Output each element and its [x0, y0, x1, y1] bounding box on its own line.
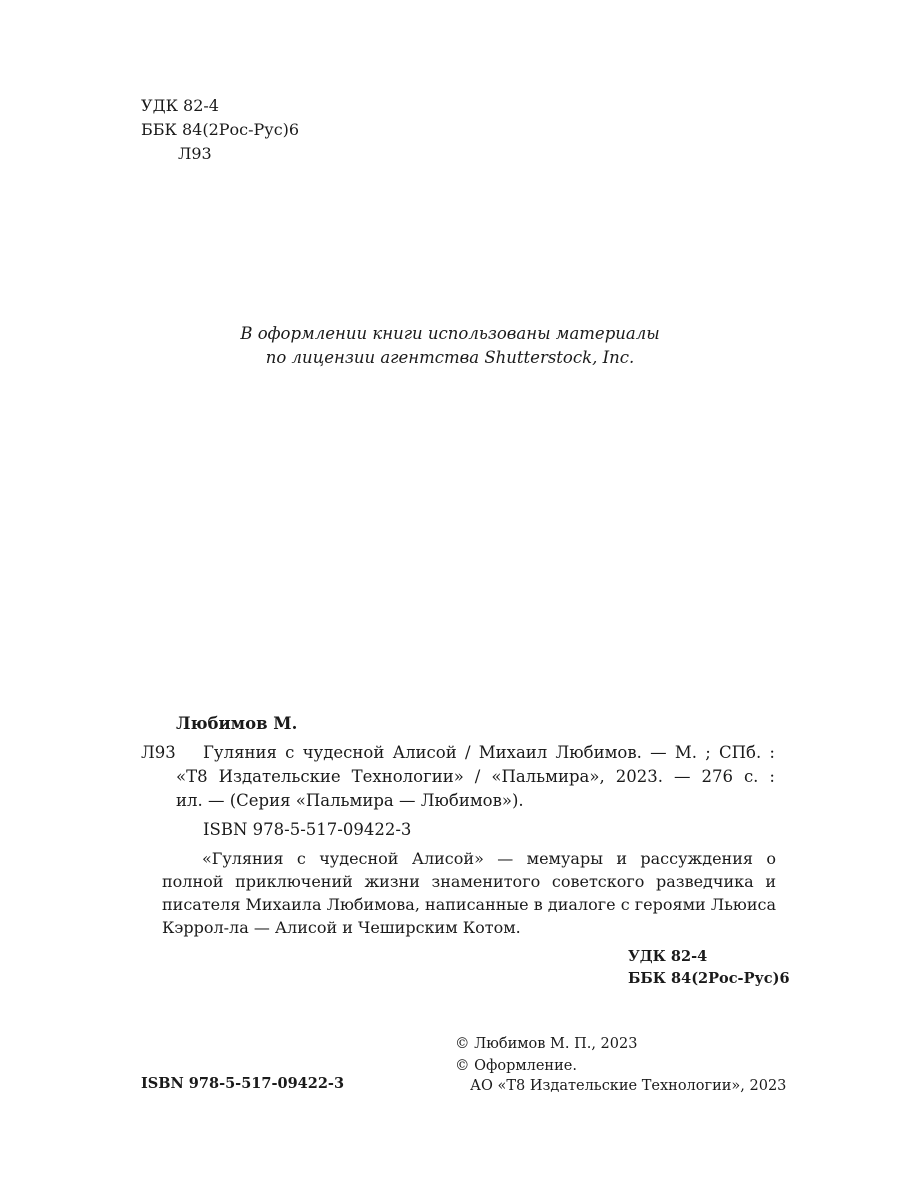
copyright-design: © Оформление.	[455, 1058, 577, 1074]
card-isbn: ISBN 978-5-517-09422-3	[203, 820, 412, 839]
footer-isbn: ISBN 978-5-517-09422-3	[141, 1075, 345, 1092]
card-udk: УДК 82-4	[628, 948, 708, 965]
license-note-line-1: В оформлении книги использованы материалы	[240, 324, 660, 343]
card-biblio-line-2: «Т8 Издательские Технологии» / «Пальмира», 2023. — 276 с. :	[176, 767, 775, 786]
card-biblio-line-3: ил. — (Серия «Пальмира — Любимов»).	[176, 791, 524, 810]
card-biblio-line-1: Гуляния с чудесной Алисой / Михаил Любимов. — М. ; СПб. :	[203, 743, 775, 762]
author-code: Л93	[178, 144, 212, 163]
card-author: Любимов М.	[176, 714, 298, 733]
copyright-author: © Любимов М. П., 2023	[455, 1036, 638, 1052]
card-author-code: Л93	[141, 743, 176, 762]
card-annotation	[162, 847, 776, 939]
udk-code: УДК 82-4	[141, 96, 219, 115]
card-bbk: ББК 84(2Рос-Рус)6	[628, 970, 790, 987]
license-note-line-2: по лицензии агентства Shutterstock, Inc.	[265, 348, 635, 367]
copyright-publisher: АО «Т8 Издательские Технологии», 2023	[470, 1078, 787, 1094]
bbk-code: ББК 84(2Рос-Рус)6	[141, 120, 300, 139]
card-annotation-text: «Гуляния с чудесной Алисой» — мемуары и рассуждения о полной приключений жизни знаменитого советского разведчика и писателя Михаила Любимова, написанные в диалоге с героями Льюиса Кэррол-ла — Алисой и Чеширским Котом.	[162, 849, 776, 937]
